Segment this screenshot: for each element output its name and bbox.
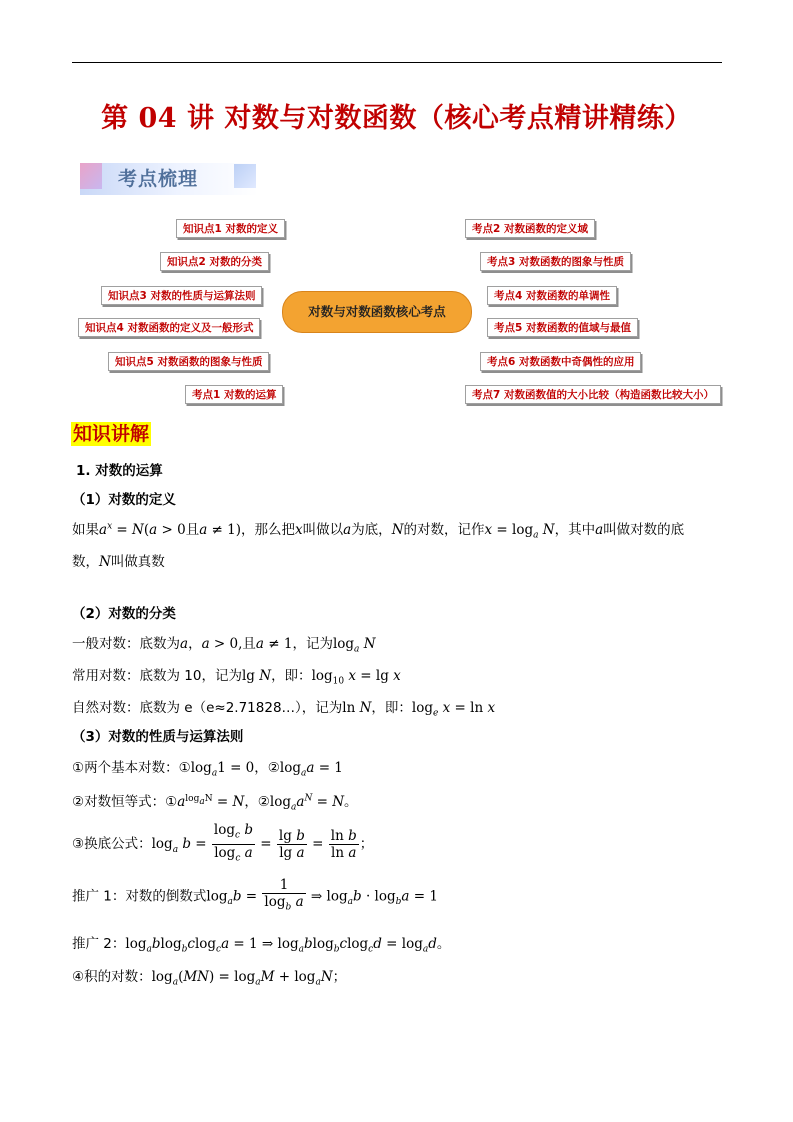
mindmap-center-node: 对数与对数函数核心考点 — [282, 291, 472, 333]
heading-1: 1. 对数的运算 — [76, 463, 163, 479]
heading-1-3: （3）对数的性质与运算法则 — [72, 729, 244, 745]
section-title-kaodian: 考点梳理 — [118, 168, 199, 190]
heading-1-2: （2）对数的分类 — [72, 606, 176, 622]
mindmap-node-left-6: 考点1 对数的运算 — [185, 385, 283, 404]
heading-1-1: （1）对数的定义 — [72, 492, 176, 508]
classification-common: 常用对数：底数为 10，记为lg N，即：$\log_{10} x = \lg x$ — [72, 668, 401, 687]
mindmap-node-left-5: 知识点5 对数函数的图象与性质 — [108, 352, 269, 371]
definition-line-1: 如果$a^x = N(a > 0$且a ≠ 1)，那么把x叫做以a为底，N的对数，记作$x = \log_a N$，其中a叫做对数的底 — [72, 521, 685, 541]
mindmap-node-right-2: 考点3 对数函数的图象与性质 — [480, 252, 631, 271]
section-title-zhishi: 知识讲解 — [73, 423, 150, 445]
property-product: ④积的对数：$\log_a(MN) = \log_aM + \log_aN$； — [72, 969, 347, 988]
property-identity: ②对数恒等式：$①a^{log_aN} = N$，$②\log_aa^N = N$。 — [72, 793, 358, 813]
extension-1: 推广 1：对数的倒数式$\log_ab$ = $\frac{1}{\log_b a}$ ⇒ $\log_ab \cdot \log_ba = 1$ — [72, 877, 438, 913]
property-basic: ①两个基本对数：$①\log_a1 = 0$，$②\log_aa = 1$ — [72, 760, 343, 779]
mindmap-node-right-6: 考点7 对数函数值的大小比较（构造函数比较大小） — [465, 385, 721, 404]
mindmap-node-left-3: 知识点3 对数的性质与运算法则 — [101, 286, 262, 305]
banner-right-decoration — [234, 164, 256, 188]
classification-natural: 自然对数：底数为 e（e≈2.71828…），记为ln N，即：$\log_e x = \ln x$ — [72, 700, 496, 719]
definition-line-2: 数，N叫做真数 — [72, 554, 165, 570]
mindmap-node-right-5: 考点6 对数函数中奇偶性的应用 — [480, 352, 641, 371]
mindmap-node-right-1: 考点2 对数函数的定义域 — [465, 219, 595, 238]
extension-2: 推广 2：$\log_ablog_bclog_ca = 1$ ⇒ $\log_ablog_bclog_cd = \log_ad$。 — [72, 936, 451, 955]
property-change-of-base: ③换底公式：$\log_a b$ = $\frac{\log_c b}{\log_c a}$ = $\frac{\text{lg b}}{\text{lg a}}$ = $\frac{\text{ln b}}{\text{ln a}}$ ； — [72, 822, 374, 864]
mindmap-node-right-3: 考点4 对数函数的单调性 — [487, 286, 617, 305]
banner-left-decoration — [80, 163, 102, 189]
header-rule — [72, 62, 722, 63]
page-title: 第 04 讲 对数与对数函数（核心考点精讲精练） — [101, 103, 692, 134]
mindmap-node-left-2: 知识点2 对数的分类 — [160, 252, 269, 271]
mindmap-node-left-4: 知识点4 对数函数的定义及一般形式 — [78, 318, 260, 337]
mindmap-node-right-4: 考点5 对数函数的值域与最值 — [487, 318, 638, 337]
classification-general: 一般对数：底数为a，a > 0,且a ≠ 1，记为$\log_a N$ — [72, 636, 376, 655]
mindmap-node-left-1: 知识点1 对数的定义 — [176, 219, 285, 238]
